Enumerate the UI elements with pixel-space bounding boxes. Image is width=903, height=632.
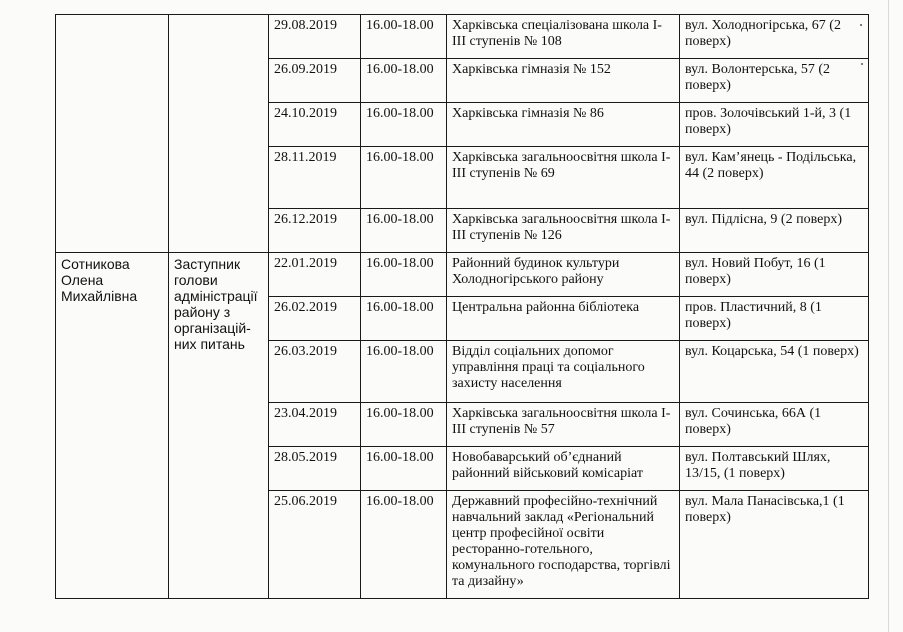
address-cell: вул. Сочинська, 66А (1 поверх) bbox=[680, 403, 869, 447]
schedule-table bbox=[55, 14, 869, 599]
time-cell: 16.00-18.00 bbox=[361, 59, 447, 103]
scan-speck bbox=[861, 63, 863, 65]
person-name: Сотникова Олена Михайлівна bbox=[61, 256, 138, 304]
address-cell: вул. Полтавський Шлях, 13/15, (1 поверх) bbox=[680, 447, 869, 491]
date-cell: 24.10.2019 bbox=[269, 103, 361, 147]
venue-cell: Харківська загальноосвітня школа І-ІІІ ступенів № 57 bbox=[447, 403, 680, 447]
person-name-cell-continued bbox=[56, 15, 169, 253]
venue-cell: Харківська загальноосвітня школа І-ІІІ ступенів № 69 bbox=[447, 147, 680, 209]
address-cell: вул. Волонтерська, 57 (2 поверх) bbox=[680, 59, 869, 103]
venue-cell: Районний будинок культури Холодногірського району bbox=[447, 253, 680, 297]
venue-cell: Харківська спеціалізована школа І-ІІІ ступенів № 108 bbox=[447, 15, 680, 59]
page-edge bbox=[888, 0, 889, 632]
date-cell: 26.09.2019 bbox=[269, 59, 361, 103]
table-row bbox=[56, 15, 869, 59]
time-cell: 16.00-18.00 bbox=[361, 253, 447, 297]
scan-speck bbox=[860, 24, 862, 26]
address-cell: вул. Підлісна, 9 (2 поверх) bbox=[680, 209, 869, 253]
date-cell: 26.12.2019 bbox=[269, 209, 361, 253]
date-cell: 28.05.2019 bbox=[269, 447, 361, 491]
address-cell: вул. Кам’янець - Подільська, 44 (2 поверх) bbox=[680, 147, 869, 209]
venue-cell: Харківська гімназія № 152 bbox=[447, 59, 680, 103]
address-cell: вул. Коцарська, 54 (1 поверх) bbox=[680, 341, 869, 403]
date-cell: 25.06.2019 bbox=[269, 491, 361, 599]
person-name-cell bbox=[56, 253, 169, 599]
time-cell: 16.00-18.00 bbox=[361, 15, 447, 59]
address-cell: пров. Золочівський 1-й, 3 (1 поверх) bbox=[680, 103, 869, 147]
time-cell: 16.00-18.00 bbox=[361, 147, 447, 209]
venue-cell: Відділ соціальних допомог управління праці та соціального захисту населення bbox=[447, 341, 680, 403]
address-cell: вул. Новий Побут, 16 (1 поверх) bbox=[680, 253, 869, 297]
address-cell: вул. Холодногірська, 67 (2 поверх) bbox=[680, 15, 869, 59]
venue-cell: Харківська гімназія № 86 bbox=[447, 103, 680, 147]
address-cell: вул. Мала Панасівська,1 (1 поверх) bbox=[680, 491, 869, 599]
date-cell: 29.08.2019 bbox=[269, 15, 361, 59]
date-cell: 28.11.2019 bbox=[269, 147, 361, 209]
venue-cell: Харківська загальноосвітня школа І-ІІІ ступенів № 126 bbox=[447, 209, 680, 253]
time-cell: 16.00-18.00 bbox=[361, 103, 447, 147]
venue-cell: Центральна районна бібліотека bbox=[447, 297, 680, 341]
table-row bbox=[56, 253, 869, 297]
date-cell: 26.02.2019 bbox=[269, 297, 361, 341]
person-position: Заступник голови адміністрації району з організацій-них питань bbox=[174, 256, 258, 352]
date-cell: 23.04.2019 bbox=[269, 403, 361, 447]
time-cell: 16.00-18.00 bbox=[361, 341, 447, 403]
time-cell: 16.00-18.00 bbox=[361, 403, 447, 447]
venue-cell: Новобаварський об’єднаний районний військовий комісаріат bbox=[447, 447, 680, 491]
time-cell: 16.00-18.00 bbox=[361, 297, 447, 341]
time-cell: 16.00-18.00 bbox=[361, 209, 447, 253]
position-cell-continued bbox=[169, 15, 269, 253]
address-cell: пров. Пластичний, 8 (1 поверх) bbox=[680, 297, 869, 341]
date-cell: 22.01.2019 bbox=[269, 253, 361, 297]
time-cell: 16.00-18.00 bbox=[361, 491, 447, 599]
date-cell: 26.03.2019 bbox=[269, 341, 361, 403]
time-cell: 16.00-18.00 bbox=[361, 447, 447, 491]
position-cell bbox=[169, 253, 269, 599]
venue-cell: Державний професійно-технічний навчальний заклад «Регіональний центр професійної освіти ресторанно-готельного, комунального господарства, торгівлі та дизайну» bbox=[447, 491, 680, 599]
